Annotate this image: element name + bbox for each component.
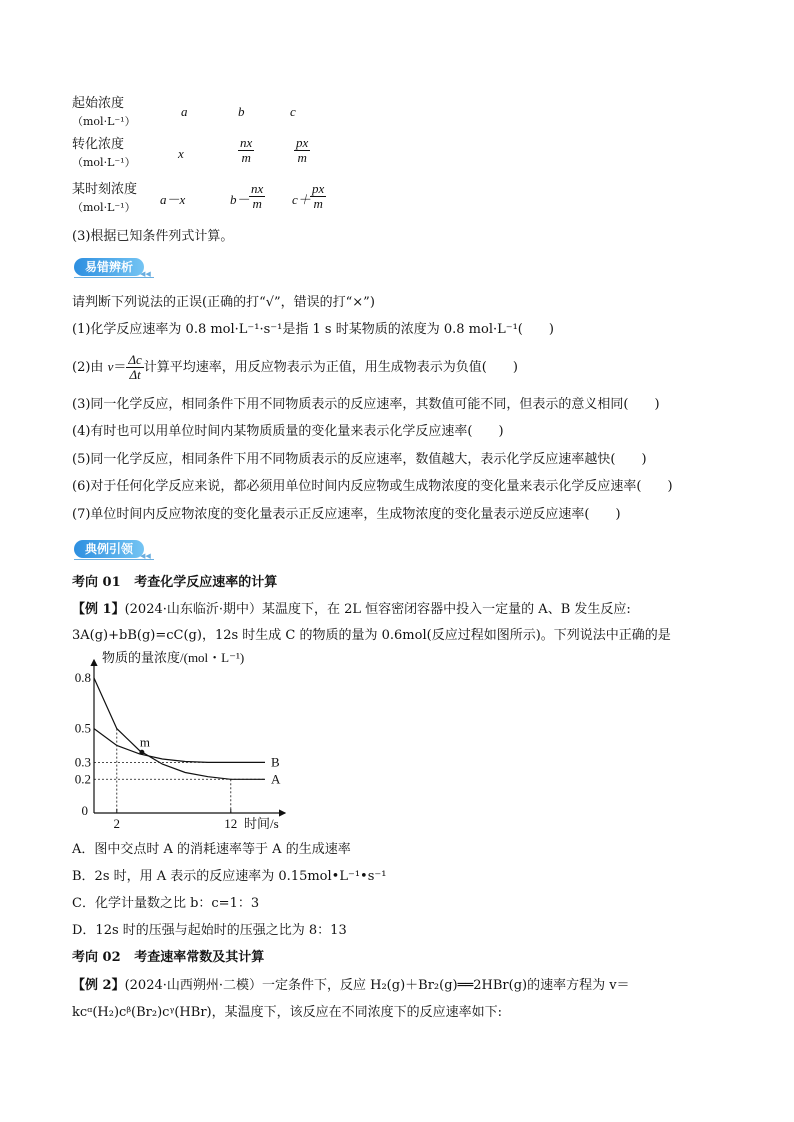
origin-label: 0: [81, 803, 88, 818]
row3-c3-den: m: [313, 196, 323, 211]
q2-num: Δc: [128, 352, 142, 367]
badge-arrow-icon: ◀◀: [140, 552, 151, 560]
ex1-tag: 【例 1】: [72, 602, 125, 617]
y-tick-label: 0.2: [74, 771, 91, 787]
option-b: B．2s 时，用 A 表示的反应速率为 0.15mol•L⁻¹•s⁻¹: [72, 869, 387, 884]
row2-c2-num: nx: [240, 135, 253, 150]
badge-label: 易错辨析: [74, 258, 144, 276]
x-tick-label: 2: [113, 816, 121, 831]
row2-label: 转化浓度: [72, 137, 125, 152]
series-A-label: A: [271, 771, 281, 787]
row1-c2: b: [238, 104, 245, 119]
ex2-line2: kcᵅ(H₂)cᵝ(Br₂)cᵞ(HBr)，某温度下，该反应在不同浓度下的反应速率如下:: [72, 1005, 502, 1020]
x-tick-label: 12: [224, 816, 238, 831]
row3-label: 某时刻浓度: [72, 182, 138, 197]
row3-c3-pre: c＋: [292, 192, 311, 207]
ex2-line1: [72, 977, 630, 995]
judge-q1: (1)化学反应速率为 0.8 mol·L⁻¹·s⁻¹是指 1 s 时某物质的浓度为 0.8 mol·L⁻¹( ): [72, 322, 554, 337]
option-d: D．12s 时的压强与起始时的压强之比为 8：13: [72, 923, 347, 938]
row2-c3-den: m: [297, 150, 307, 165]
row1-c3: c: [290, 104, 296, 119]
topic1-heading: [72, 574, 277, 592]
judge-q7: (7)单位时间内反应物浓度的变化量表示正反应速率，生成物浓度的变化量表示逆反应速率( ): [72, 507, 621, 522]
row2-c2-den: m: [241, 150, 251, 165]
topic1-num: 考向 01: [72, 575, 121, 590]
series-B-line: [94, 729, 265, 763]
row3-c2-den: m: [252, 196, 262, 211]
ex1-source: (2024·山东临沂·期中）: [124, 602, 262, 617]
x-axis-label: 时间/s: [244, 816, 279, 831]
ex2-text1: 一定条件下，反应 H₂(g)＋Br₂(g)══2HBr(g)的速率方程为 v＝: [262, 978, 630, 993]
ex2-source: (2024·山西朔州·二模）: [124, 978, 262, 993]
topic2-heading: [72, 949, 264, 967]
q2-suffix: 计算平均速率，用反应物表示为正值，用生成物表示为负值( ): [143, 360, 518, 375]
row3-c3-fraction: [310, 182, 326, 211]
topic2-num: 考向 02: [72, 950, 121, 965]
series-B-label: B: [271, 754, 280, 770]
option-a: A．图中交点时 A 的消耗速率等于 A 的生成速率: [72, 842, 351, 857]
q2-fraction: [126, 353, 143, 382]
ex1-line1: [72, 601, 631, 619]
ex1-line2: 3A(g)+bB(g)=cC(g)，12s 时生成 C 的物质的量为 0.6mol(反应过程如图所示)。下列说法中正确的是: [72, 628, 671, 643]
badge-error-analysis: [72, 256, 156, 278]
row2-unit: （mol·L⁻¹）: [72, 156, 136, 169]
row3-c2-fraction: [249, 182, 265, 211]
q2-eq: ＝: [113, 360, 127, 375]
option-c: C．化学计量数之比 b：c=1：3: [72, 896, 260, 911]
row2-c3-num: px: [296, 135, 309, 150]
judge-q6: (6)对于任何化学反应来说，都必须用单位时间内反应物或生成物浓度的变化量来表示化学反应速率( ): [72, 479, 673, 494]
step3-text: (3)根据已知条件列式计算。: [72, 229, 234, 244]
intersection-point: [139, 750, 144, 755]
y-tick-label: 0.5: [74, 720, 91, 736]
judge-q5: (5)同一化学反应，相同条件下用不同物质表示的反应速率，数值越大，表示化学反应速率越快( ): [72, 452, 647, 467]
topic2-title: 考查速率常数及其计算: [134, 950, 265, 965]
row2-c2-fraction: [238, 136, 254, 165]
row3-c2-pre: b－: [230, 192, 250, 207]
row3-unit: （mol·L⁻¹）: [72, 201, 136, 214]
q2-den: Δt: [129, 367, 141, 382]
judge-q2: [72, 352, 518, 386]
row1-label: 起始浓度: [72, 96, 125, 111]
q2-prefix: (2)由: [72, 360, 108, 375]
intersection-label: m: [139, 734, 151, 750]
row3-c2-num: nx: [251, 181, 264, 196]
topic1-title: 考查化学反应速率的计算: [134, 575, 278, 590]
series-A-line: [94, 678, 265, 779]
row3-c1: a－x: [160, 192, 186, 207]
row1-unit: （mol·L⁻¹）: [72, 115, 136, 128]
badge-arrow-icon: ◀◀: [140, 270, 151, 278]
y-axis-label: 物质的量浓度/(mol・L⁻¹): [102, 650, 245, 665]
judge-q3: (3)同一化学反应，相同条件下用不同物质表示的反应速率，其数值可能不同，但表示的意义相同( ): [72, 397, 660, 412]
badge-label: 典例引领: [74, 540, 144, 558]
q2-v: v: [107, 359, 114, 374]
y-tick-label: 0.3: [74, 754, 91, 770]
row3-c3-num: px: [312, 181, 325, 196]
concentration-time-chart: [70, 648, 300, 838]
y-tick-label: 0.8: [74, 670, 91, 685]
badge-example-lead: [72, 538, 156, 560]
row2-c3-fraction: [294, 136, 310, 165]
row2-c1: x: [178, 146, 184, 161]
row1-c1: a: [181, 104, 188, 119]
judge-intro: 请判断下列说法的正误(正确的打“√”，错误的打“×”): [72, 295, 375, 310]
ex2-tag: 【例 2】: [72, 978, 125, 993]
ex1-text1: 某温度下，在 2L 恒容密闭容器中投入一定量的 A、B 发生反应:: [262, 602, 631, 617]
judge-q4: (4)有时也可以用单位时间内某物质质量的变化量来表示化学反应速率( ): [72, 424, 504, 439]
